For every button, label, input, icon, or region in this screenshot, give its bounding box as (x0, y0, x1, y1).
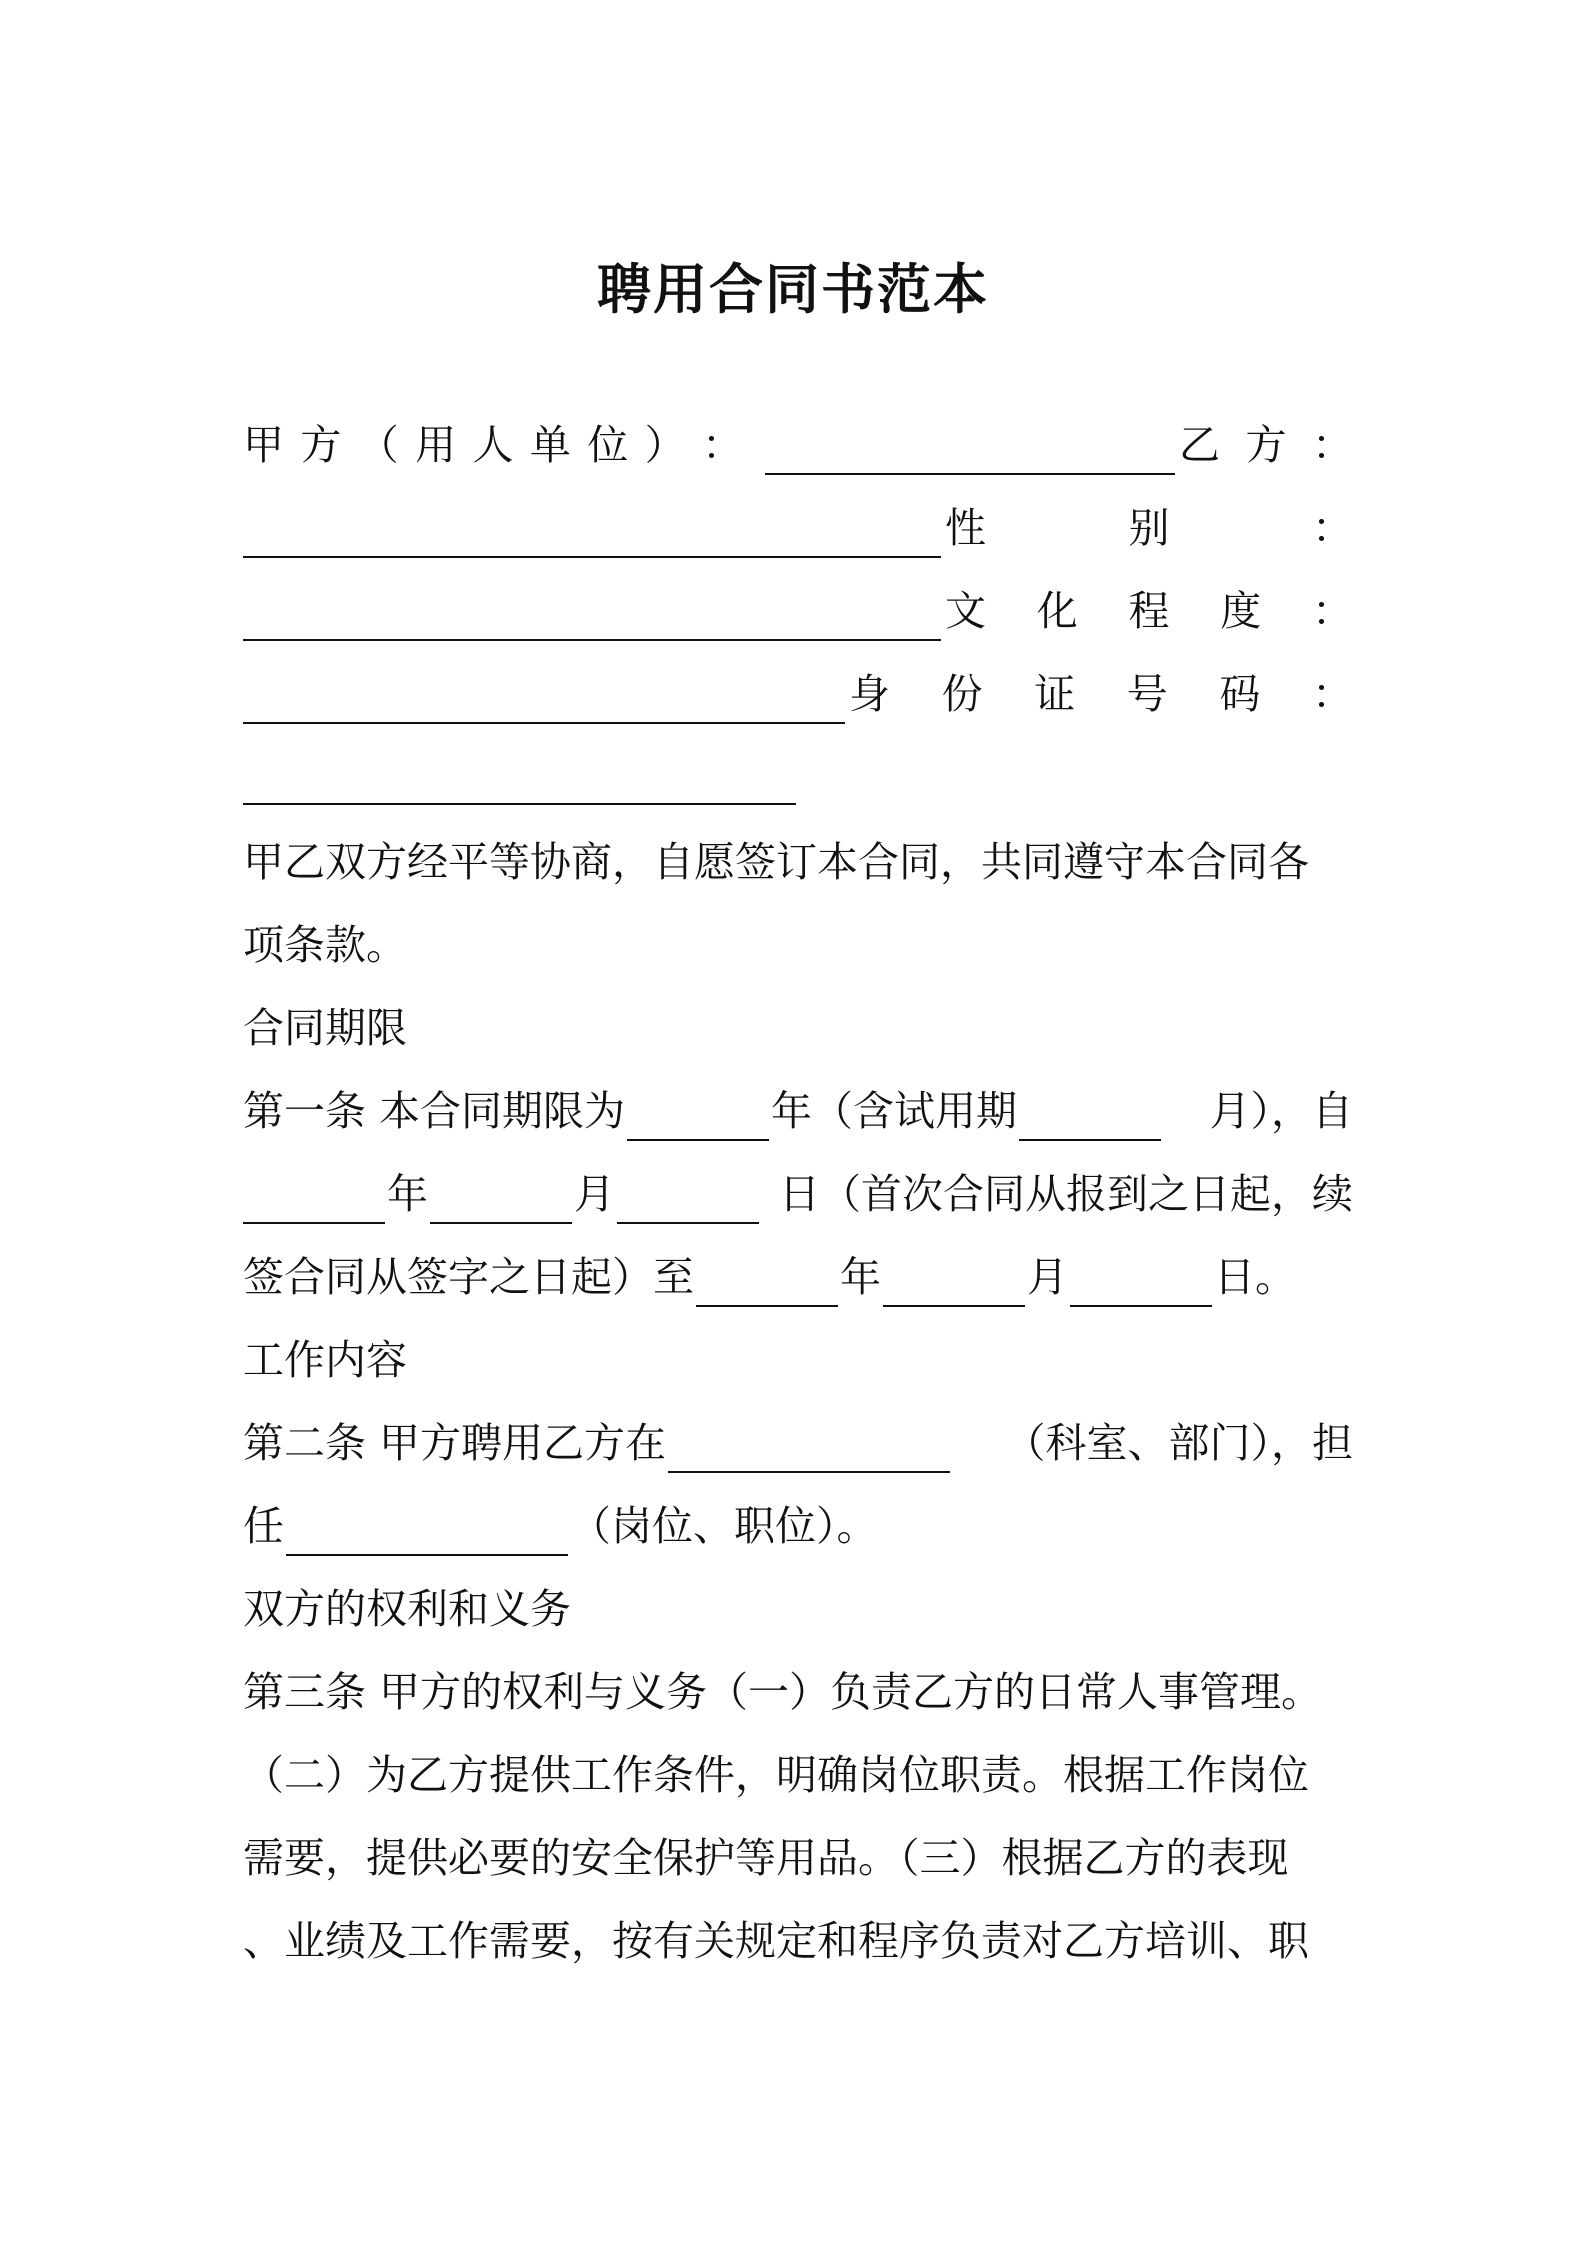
start-day-blank[interactable] (617, 1178, 759, 1224)
end-month-blank[interactable] (883, 1261, 1025, 1307)
intro-line-1: 甲乙双方经平等协商，自愿签订本合同，共同遵守本合同各 (243, 838, 1309, 886)
party-b-label: 乙 方 ： (1179, 421, 1353, 469)
document-title: 聘用合同书范本 (597, 258, 989, 321)
education-label: 文 化 程 度 ： (945, 587, 1353, 635)
section-heading-work: 工作内容 (243, 1336, 407, 1384)
start-month-blank[interactable] (430, 1178, 572, 1224)
party-a-blank[interactable] (765, 429, 1175, 475)
probation-months-blank[interactable] (1019, 1095, 1161, 1141)
end-day-blank[interactable] (1070, 1261, 1212, 1307)
id-number-line (243, 664, 1353, 724)
gender-blank[interactable] (243, 595, 941, 641)
position-blank[interactable] (286, 1510, 568, 1556)
party-b-blank[interactable] (243, 512, 941, 558)
party-a-label: 甲 方 （ 用 人 单 位 ） ： (243, 421, 743, 469)
party-a-line (243, 415, 1353, 475)
section-heading-rights: 双方的权利和义务 (243, 1585, 571, 1633)
term-years-blank[interactable] (627, 1095, 769, 1141)
article3-line-2: （二）为乙方提供工作条件，明确岗位职责。根据工作岗位 (243, 1751, 1309, 1799)
article2-line-2: 任 （岗位、职位）。 (243, 1496, 1353, 1556)
article2-line-1: 第二条 甲方聘用乙方在 （科室、部门），担 (243, 1413, 1353, 1473)
end-year-blank[interactable] (696, 1261, 838, 1307)
article3-line-1: 第三条 甲方的权利与义务（一）负责乙方的日常人事管理。 (243, 1668, 1323, 1716)
education-blank[interactable] (243, 678, 845, 724)
id-number-blank[interactable] (243, 759, 796, 805)
education-line (243, 581, 1353, 641)
id-number-label: 身 份 证 号 码 ： (849, 670, 1353, 718)
department-blank[interactable] (668, 1427, 950, 1473)
section-heading-term: 合同期限 (243, 1004, 407, 1052)
article1-line-3: 签合同从签字之日起）至 年 月 日。 (243, 1247, 1353, 1307)
intro-line-2: 项条款。 (243, 921, 407, 969)
start-year-blank[interactable] (243, 1178, 385, 1224)
gender-line (243, 498, 1353, 558)
gender-label: 性 别 ： (945, 504, 1353, 552)
id-number-blank-line (243, 745, 1353, 805)
article3-line-4: 、业绩及工作需要，按有关规定和程序负责对乙方培训、职 (243, 1917, 1309, 1965)
article1-line-2: 年 月 日（首次合同从报到之日起，续 (243, 1164, 1353, 1224)
article1-line-1: 第一条 本合同期限为 年（含试用期 月），自 (243, 1081, 1353, 1141)
article3-line-3: 需要，提供必要的安全保护等用品。（三）根据乙方的表现 (243, 1834, 1289, 1882)
